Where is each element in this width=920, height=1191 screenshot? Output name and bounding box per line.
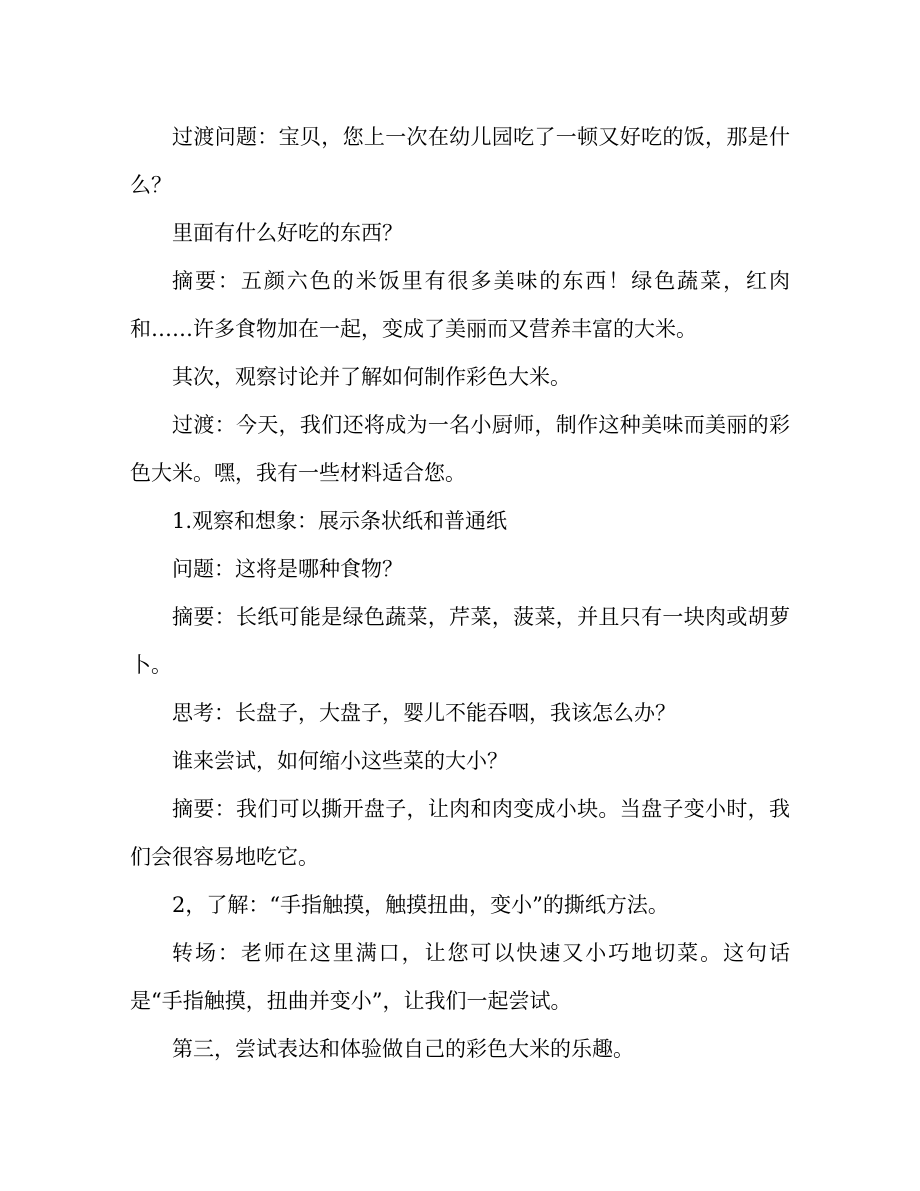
paragraph-understand-method: 2，了解：“手指触摸，触摸扭曲，变小”的撕纸方法。: [172, 893, 669, 917]
paragraph-second-section: 其次，观察讨论并了解如何制作彩色大米。: [172, 365, 571, 389]
paragraph-think: 思考：长盘子，大盘子，婴儿不能吞咽，我该怎么办？: [172, 701, 676, 725]
paragraph-transition-teacher: 转场：老师在这里满口，让您可以快速又小巧地切菜。这句话是“手指触摸，扭曲并变小”，让我们一起尝试。: [130, 941, 790, 1013]
paragraph-transition-question: 过渡问题：宝贝，您上一次在幼儿园吃了一顿又好吃的饭，那是什么？: [130, 125, 790, 197]
paragraph-summary-paper: 摘要：长纸可能是绿色蔬菜，芹菜，菠菜，并且只有一块肉或胡萝卜。: [130, 605, 790, 677]
paragraph-question-food: 问题：这将是哪种食物？: [172, 557, 403, 581]
paragraph-who-tries: 谁来尝试，如何缩小这些菜的大小？: [172, 749, 508, 773]
paragraph-summary-rice: 摘要：五颜六色的米饭里有很多美味的东西！绿色蔬菜，红肉和……许多食物加在一起，变成了美丽而又营养丰富的大米。: [130, 269, 790, 341]
paragraph-transition-chef: 过渡：今天，我们还将成为一名小厨师，制作这种美味而美丽的彩色大米。嘿，我有一些材料适合您。: [130, 413, 790, 485]
paragraph-third-section: 第三，尝试表达和体验做自己的彩色大米的乐趣。: [172, 1037, 634, 1061]
paragraph-summary-tear: 摘要：我们可以撕开盘子，让肉和肉变成小块。当盘子变小时，我们会很容易地吃它。: [130, 797, 790, 869]
paragraph-what-food: 里面有什么好吃的东西？: [172, 221, 403, 245]
document-body: [130, 113, 790, 1073]
paragraph-observe-imagine: 1.观察和想象：展示条状纸和普通纸: [172, 509, 508, 533]
